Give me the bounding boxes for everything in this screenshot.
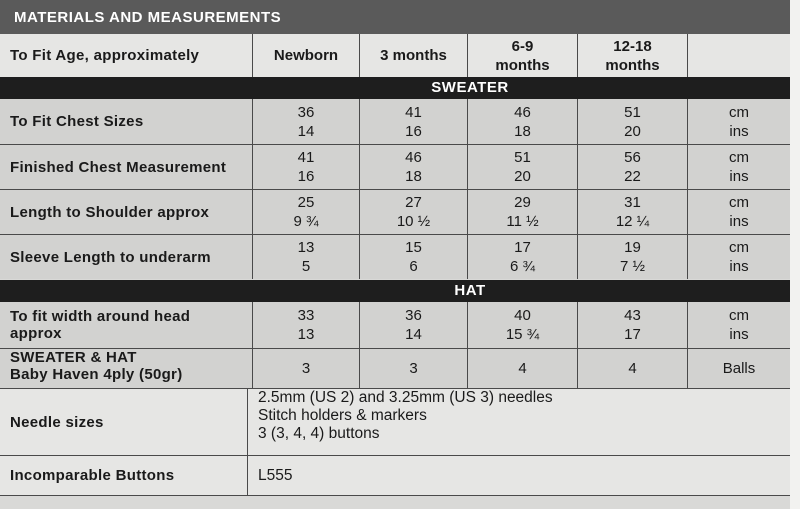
needle-row (0, 389, 790, 456)
needle-details (248, 389, 790, 455)
value-cell: 3 (360, 349, 468, 388)
table-row (0, 99, 790, 145)
needle-line: 2.5mm (US 2) and 3.25mm (US 3) needles (258, 389, 553, 406)
unit-cell: cm ins (729, 239, 749, 275)
value-cell: 13 5 (253, 235, 360, 279)
value-cell: 41 16 (360, 99, 468, 144)
size-12-18-months: 12-18 months (578, 34, 688, 77)
header-row (0, 34, 790, 78)
value-cell: 46 18 (468, 99, 578, 144)
value-cell: 56 22 (578, 145, 688, 189)
buttons-line: 3 (3, 4, 4) buttons (258, 425, 380, 442)
table-row (0, 302, 790, 349)
value-cell: 17 6 ¾ (468, 235, 578, 279)
row-label: Sleeve Length to underarm (0, 235, 253, 279)
table-row (0, 235, 790, 279)
row-label: Finished Chest Measurement (0, 145, 253, 189)
table-title: MATERIALS AND MEASUREMENTS (0, 0, 790, 34)
value-cell: 41 16 (253, 145, 360, 189)
value-cell: 33 13 (253, 302, 360, 348)
needle-label: Needle sizes (0, 389, 248, 455)
value-cell: 51 20 (578, 99, 688, 144)
value-cell: 51 20 (468, 145, 578, 189)
unit-cell: cm ins (729, 149, 749, 185)
hat-band: HAT (0, 280, 790, 302)
value-cell: 43 17 (578, 302, 688, 348)
buttons-row (0, 456, 790, 496)
value-cell: 40 15 ¾ (468, 302, 578, 348)
unit-cell: Balls (722, 360, 756, 377)
table-row (0, 145, 790, 190)
value-cell: 3 (253, 349, 360, 388)
value-cell: 36 14 (360, 302, 468, 348)
size-6-9-months: 6-9 months (468, 34, 578, 77)
holders-line: Stitch holders & markers (258, 407, 427, 424)
buttons-label: Incomparable Buttons (0, 456, 248, 495)
unit-cell: cm ins (729, 194, 749, 230)
age-label: To Fit Age, approximately (0, 34, 253, 77)
value-cell: 25 9 ¾ (253, 190, 360, 234)
value-cell: 27 10 ½ (360, 190, 468, 234)
value-cell: 29 11 ½ (468, 190, 578, 234)
row-label: Length to Shoulder approx (0, 190, 253, 234)
page-edge (790, 0, 800, 509)
value-cell: 15 6 (360, 235, 468, 279)
buttons-value: L555 (258, 466, 293, 484)
yarn-label: SWEATER & HAT Baby Haven 4ply (50gr) (0, 349, 253, 388)
sweater-band: SWEATER (0, 77, 790, 99)
row-label: To fit width around head approx (0, 302, 253, 348)
value-cell: 46 18 (360, 145, 468, 189)
unit-header (688, 34, 790, 77)
value-cell: 4 (578, 349, 688, 388)
unit-cell: cm ins (729, 103, 749, 140)
value-cell: 36 14 (253, 99, 360, 144)
unit-cell: cm ins (729, 307, 749, 343)
yarn-row (0, 349, 790, 389)
row-label: To Fit Chest Sizes (0, 99, 253, 144)
value-cell: 31 12 ¼ (578, 190, 688, 234)
value-cell: 4 (468, 349, 578, 388)
table-row (0, 190, 790, 235)
value-cell: 19 7 ½ (578, 235, 688, 279)
size-3-months: 3 months (360, 34, 468, 77)
size-newborn: Newborn (253, 34, 360, 77)
